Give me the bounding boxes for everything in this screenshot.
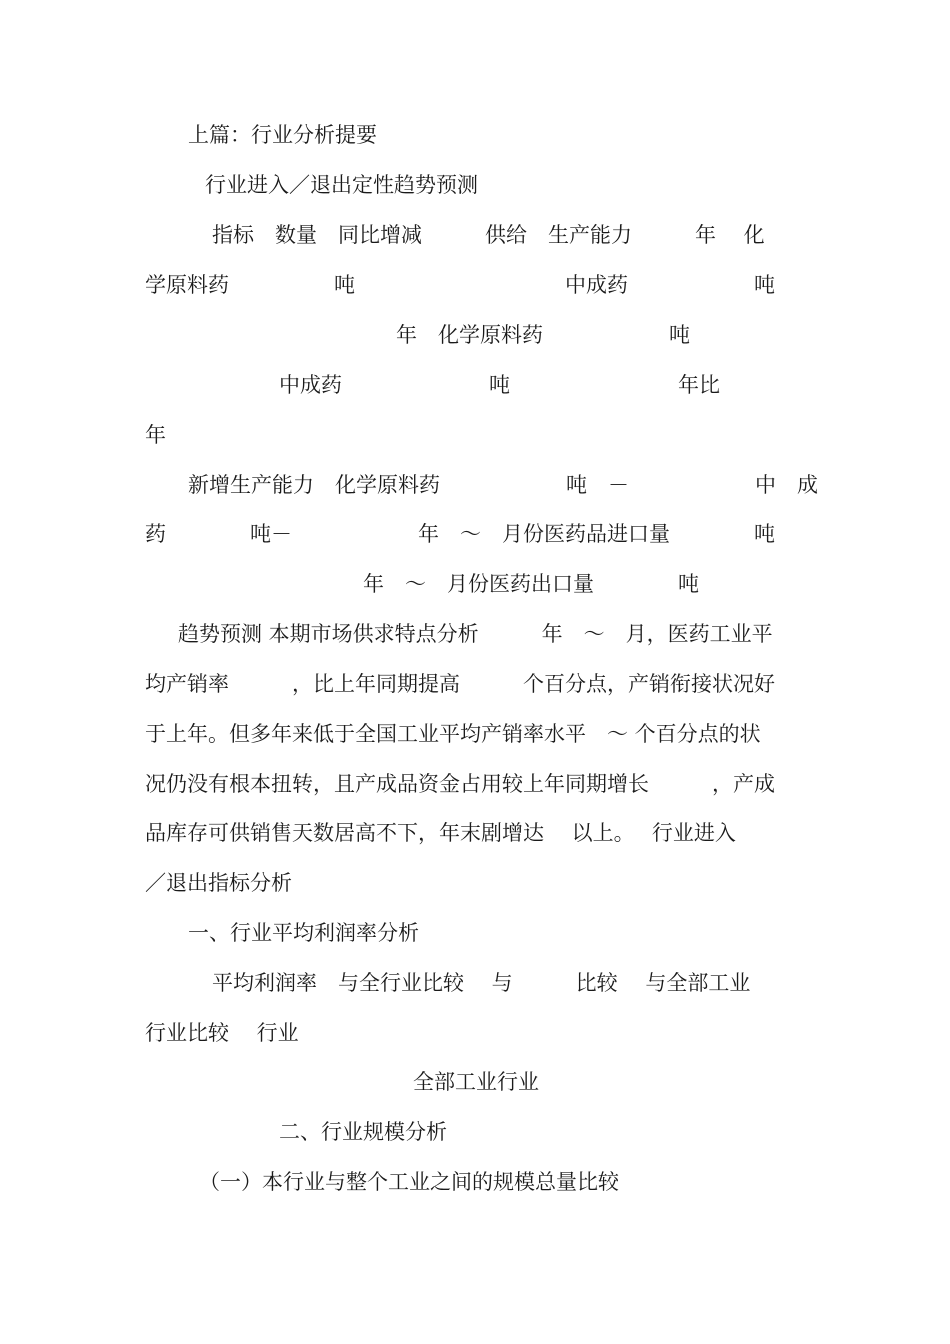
subsection-heading: （一）本行业与整个工业之间的规模总量比较	[199, 1170, 619, 1194]
text-line: 年	[145, 423, 166, 447]
text-line: 行业比较 行业	[145, 1021, 299, 1045]
text-line: 于上年。但多年来低于全国工业平均产销率水平 ～ 个百分点的状	[145, 722, 761, 746]
section-heading: 一、行业平均利润率分析	[188, 921, 419, 945]
text-line: 全部工业行业	[413, 1070, 539, 1094]
text-line: 年 化学原料药 吨	[396, 323, 690, 347]
text-line: 均产销率 ，比上年同期提高 个百分点，产销衔接状况好	[145, 672, 775, 696]
section-heading: 二、行业规模分析	[279, 1120, 447, 1144]
text-line: ／退出指标分析	[145, 871, 292, 895]
text-line: 况仍没有根本扭转，且产成品资金占用较上年同期增长 ，产成	[145, 772, 775, 796]
text-line: 平均利润率 与全行业比较 与 比较 与全部工业	[212, 971, 751, 995]
text-line: 新增生产能力 化学原料药 吨 － 中 成	[188, 473, 818, 497]
text-line: 指标 数量 同比增减 供给 生产能力 年 化	[212, 223, 765, 247]
text-line: 药 吨－ 年 ～ 月份医药品进口量 吨	[145, 522, 775, 546]
text-line: 中成药 吨 年比	[279, 373, 720, 397]
text-line: 年 ～ 月份医药出口量 吨	[363, 572, 699, 596]
text-line: 学原料药 吨 中成药 吨	[145, 273, 775, 297]
text-line: 趋势预测 本期市场供求特点分析 年 ～ 月，医药工业平	[178, 622, 773, 646]
text-line: 品库存可供销售天数居高不下，年末剧增达 以上。 行业进入	[145, 821, 736, 845]
subsection-heading: 行业进入／退出定性趋势预测	[205, 173, 478, 197]
section-heading: 上篇：行业分析提要	[188, 123, 377, 147]
